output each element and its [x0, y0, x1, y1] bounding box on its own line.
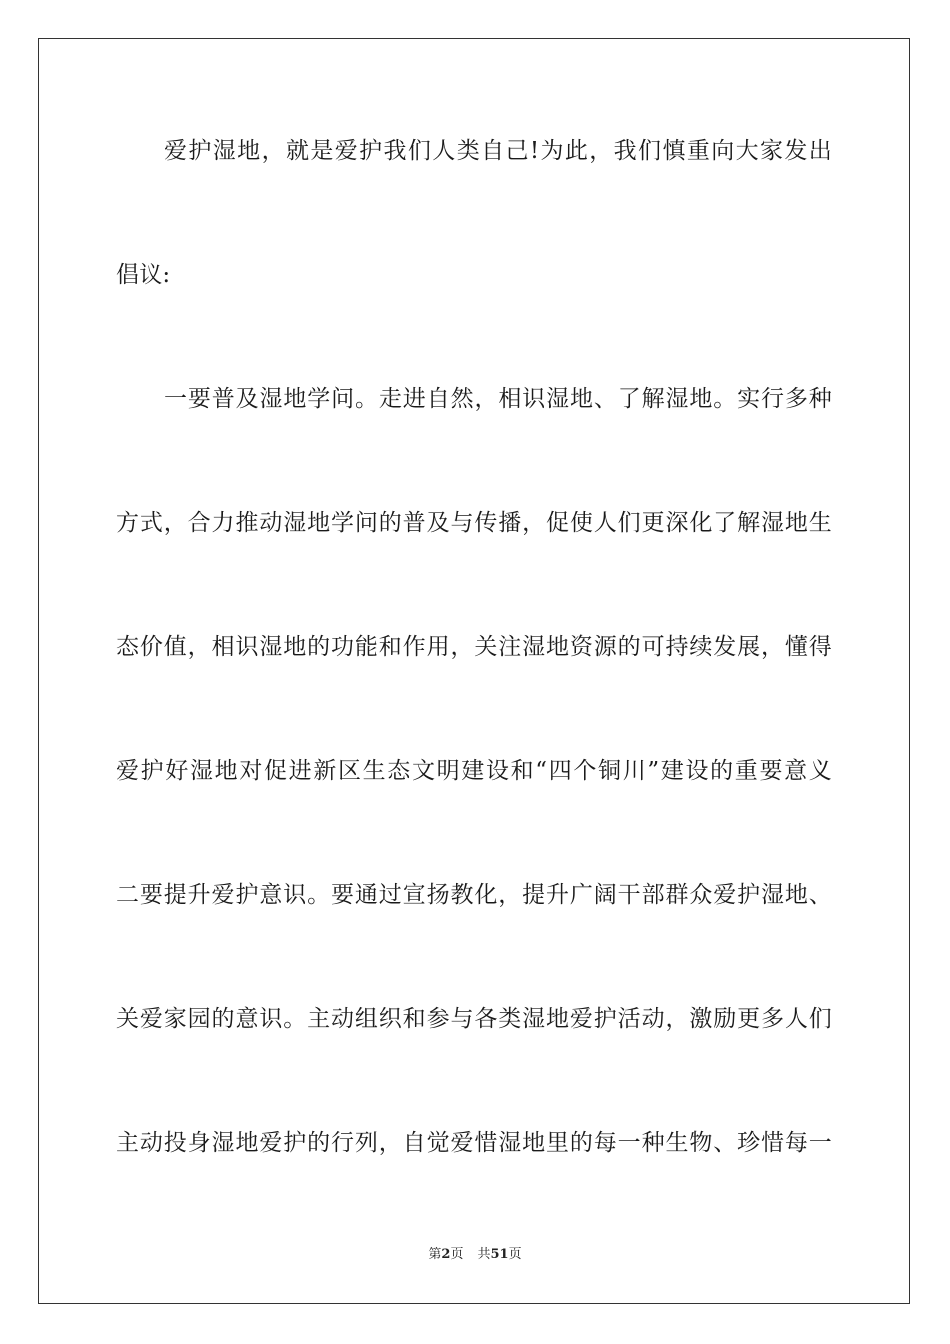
- paragraph-line-2: 倡议:: [116, 262, 171, 288]
- footer-page-suffix: 页: [450, 1247, 464, 1262]
- footer-total-suffix: 页: [508, 1247, 522, 1262]
- paragraph-line-9: 主动投身湿地爱护的行列，自觉爱惜湿地里的每一种生物、珍惜每一: [116, 1130, 832, 1156]
- footer-total-prefix: 共: [477, 1247, 491, 1262]
- paragraph-line-4: 方式，合力推动湿地学问的普及与传播，促使人们更深化了解湿地生: [116, 510, 832, 536]
- paragraph-line-8: 关爱家园的意识。主动组织和参与各类湿地爱护活动，激励更多人们: [116, 1006, 832, 1032]
- footer-page-total: 51: [490, 1247, 509, 1262]
- paragraph-line-7: 二要提升爱护意识。要通过宣扬教化，提升广阔干部群众爱护湿地、: [116, 882, 832, 908]
- paragraph-line-3: 一要普及湿地学问。走进自然，相识湿地、了解湿地。实行多种: [164, 386, 832, 412]
- footer-page-prefix: 第: [428, 1247, 442, 1262]
- footer-page-current: 2: [441, 1247, 451, 1262]
- page-frame: [38, 38, 910, 1304]
- page-footer: [0, 1246, 950, 1264]
- paragraph-line-5: 态价值，相识湿地的功能和作用，关注湿地资源的可持续发展，懂得: [116, 634, 832, 660]
- paragraph-line-6: 爱护好湿地对促进新区生态文明建设和“四个铜川”建设的重要意义: [116, 758, 832, 784]
- paragraph-line-1: 爱护湿地，就是爱护我们人类自己!为此，我们慎重向大家发出: [164, 138, 832, 164]
